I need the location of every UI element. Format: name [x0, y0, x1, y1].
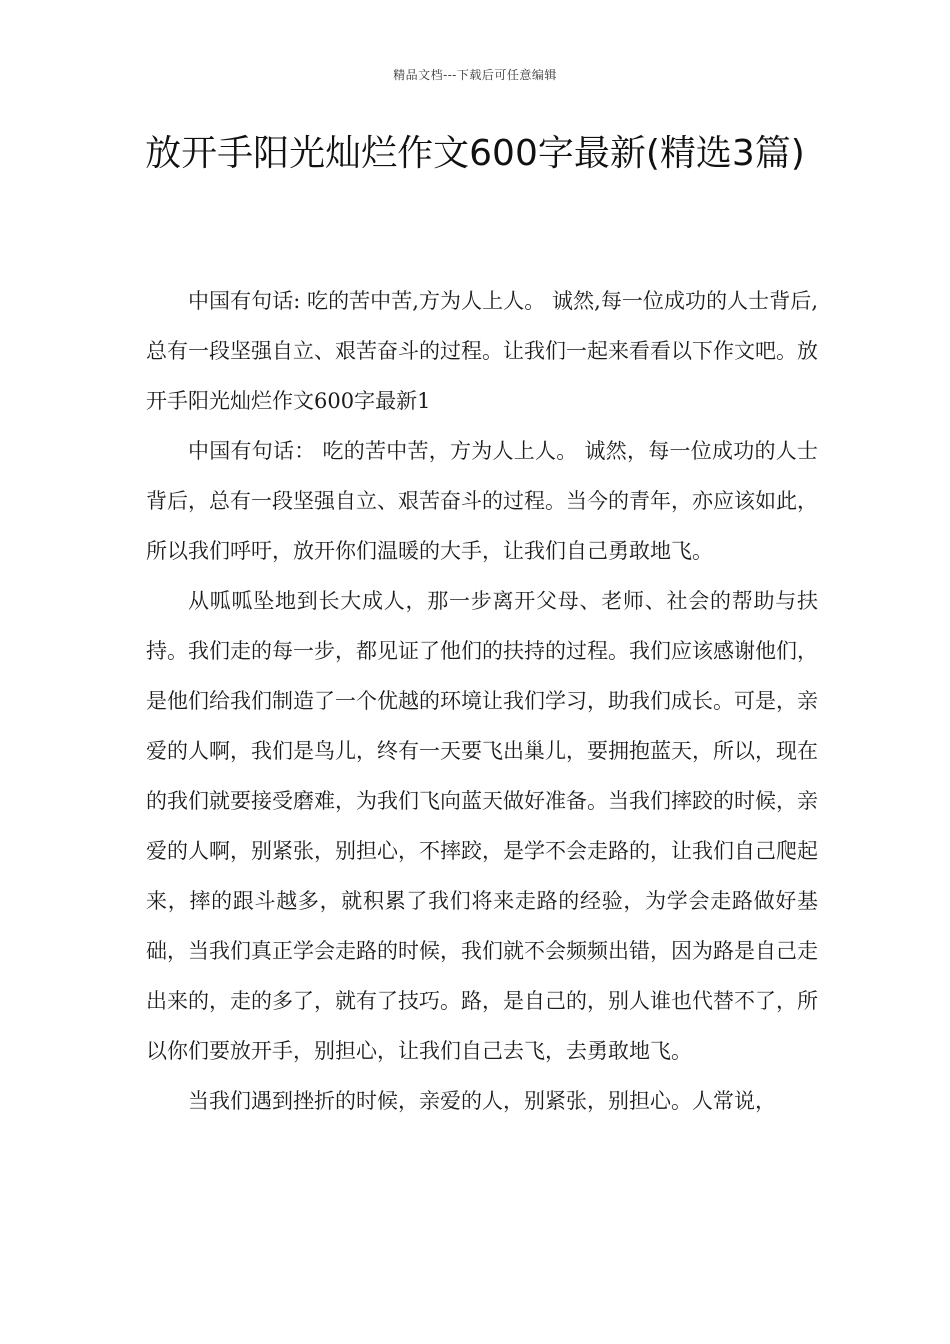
- paragraph-1: 中国有句话: 吃的苦中苦,方为人上人。 诚然,每一位成功的人士背后,总有一段坚强自立、艰苦奋斗的过程。让我们一起来看看以下作文吧。放开手阳光灿烂作文600字最新1: [146, 289, 818, 413]
- paragraph-2: 中国有句话： 吃的苦中苦，方为人上人。 诚然，每一位成功的人士背后，总有一段坚强自立、艰苦奋斗的过程。当今的青年，亦应该如此，所以我们呼吁，放开你们温暖的大手，让我们自己勇敢地飞。: [146, 439, 818, 563]
- document-body: [146, 276, 818, 1126]
- document-title: 放开手阳光灿烂作文600字最新(精选3篇): [145, 133, 805, 174]
- page-header: 精品文档---下载后可任意编辑: [393, 68, 557, 82]
- paragraph-4: 当我们遇到挫折的时候，亲爱的人，别紧张，别担心。人常说，: [188, 1089, 776, 1113]
- paragraph-3: 从呱呱坠地到长大成人，那一步离开父母、老师、社会的帮助与扶持。我们走的每一步，都见证了他们的扶持的过程。我们应该感谢他们，是他们给我们制造了一个优越的环境让我们学习，助我们成长。可是，亲爱的人啊，我们是鸟儿，终有一天要飞出巢儿，要拥抱蓝天，所以，现在的我们就要接受磨难，为我们飞向蓝天做好准备。当我们摔跤的时候，亲爱的人啊，别紧张，别担心，不摔跤，是学不会走路的，让我们自己爬起来，摔的跟斗越多，就积累了我们将来走路的经验，为学会走路做好基础，当我们真正学会走路的时候，我们就不会频频出错，因为路是自己走出来的，走的多了，就有了技巧。路，是自己的，别人谁也代替不了，所以你们要放开手，别担心，让我们自己去飞，去勇敢地飞。: [146, 589, 818, 1063]
